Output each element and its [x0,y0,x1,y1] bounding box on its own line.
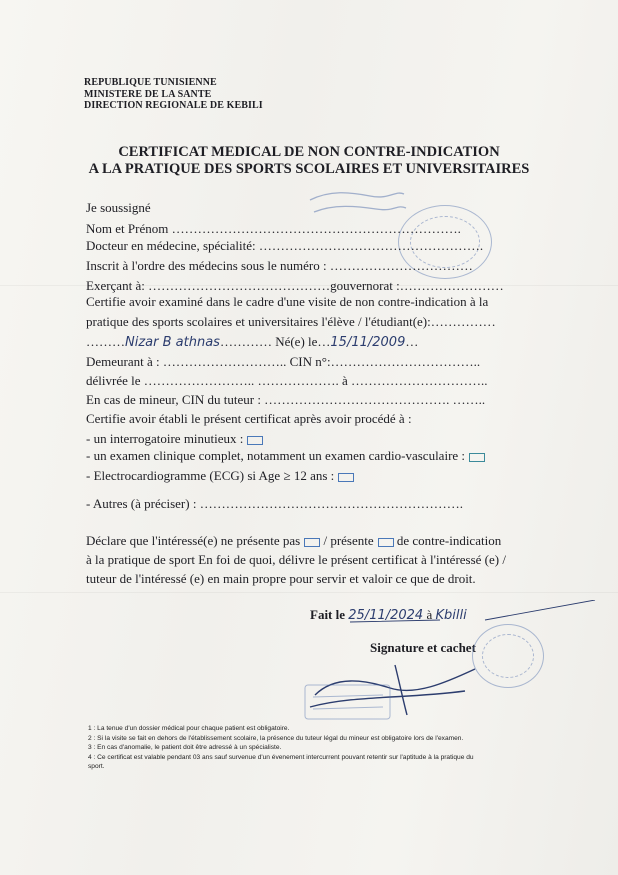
footnote-4: 4 : Ce certificat est valable pendant 03 ans sauf survenue d'un évenement intercurrent pouvant retentir sur l'aptitude à la pratique du [88,753,474,761]
item-examen-label: - un examen clinique complet, notamment un examen cardio-vasculaire : [86,448,466,463]
checkbox-ecg[interactable] [338,473,354,482]
je-soussigne: Je soussigné [86,200,151,215]
field-exercant: Exerçant à: ……………………………………gouvernorat :…………………… [86,278,504,293]
certifie-line-2: pratique des sports scolaires et universitaires l'élève / l'étudiant(e):…………… [86,314,496,329]
declare-line-2: à la pratique de sport En foi de quoi, délivre le présent certificat à l'intéressé (e) / [86,552,506,567]
certifie-line-1: Certifie avoir examiné dans le cadre d'une visite de non contre-indication à la [86,294,489,309]
eleve-mid: ………… Né(e) le… [219,334,331,349]
footnote-2: 2 : Si la visite se fait en dehors de l'établissement scolaire, la présence du tuteur légal du mineur est obligatoire lors de l'examen. [88,734,464,742]
footnote-4-cont: sport. [88,763,105,770]
checkbox-ne-presente-pas[interactable] [304,538,320,547]
eleve-prefix: ……… [86,334,125,349]
fait-date-handwritten: 25/11/2024 [348,608,424,623]
declare-presente: / présente [323,533,374,548]
header-direction: DIRECTION REGIONALE DE KEBILI [84,100,263,111]
field-inscrit: Inscrit à l'ordre des médecins sous le numéro : …………………………… [86,258,473,273]
header-ministry: MINISTERE DE LA SANTE [84,88,212,100]
checkbox-presente[interactable] [378,538,394,547]
item-interrogatoire-label: - un interrogatoire minutieux : [86,431,244,446]
eleve-dob-handwritten: 15/11/2009 [330,335,406,350]
ministry-header [84,77,263,112]
footnotes [88,724,548,772]
field-demeurant: Demeurant à : ……………………….. CIN n°:…………………………….. [86,354,481,369]
checkbox-examen-clinique[interactable] [469,453,485,462]
item-examen-clinique [86,448,485,464]
footnote-1: 1 : La tenue d'un dossier médical pour chaque patient est obligatoire. [88,725,290,732]
signature-cachet-label: Signature et cachet [370,640,476,655]
field-nom-prenom: Nom et Prénom …………………………………………………………. [86,221,461,236]
field-eleve [86,334,418,351]
doctor-signature [295,655,495,725]
certifie-etabli: Certifie avoir établi le présent certificat après avoir procédé à : [86,411,412,426]
field-docteur: Docteur en médecine, spécialité: ……………………………………………. [86,238,484,253]
fait-a-label: à [426,607,433,622]
declare-contre-indication: de contre-indication [396,533,502,548]
header-republic: REPUBLIQUE TUNISIENNE [84,77,217,88]
eleve-name-handwritten: Nizar B athnas [125,335,220,350]
footnote-3: 3 : En cas d'anomalie, le patient doit être adressé à un spécialiste. [88,744,282,751]
field-cin-tuteur: En cas de mineur, CIN du tuteur : ……………………………………. …….. [86,392,486,407]
field-delivree: délivrée le …………………….. ………………. à ………………………….. [86,373,488,388]
field-autres: - Autres (à préciser) : ……………………………………………………. [86,496,463,511]
checkbox-interrogatoire[interactable] [247,436,263,445]
stamp-text-top [300,182,410,222]
declare-line-3: tuteur de l'intéressé (e) en main propre pour servir et valoir ce que de droit. [86,571,476,586]
item-ecg-label: - Electrocardiogramme (ECG) si Age ≥ 12 ans : [86,468,335,483]
declare-ne-presente-pas: Déclare que l'intéressé(e) ne présente pas [86,533,301,548]
date-underline [345,600,605,630]
item-interrogatoire [86,431,263,447]
fait-place-handwritten: Kbilli [435,608,467,623]
title-line-1: CERTIFICAT MEDICAL DE NON CONTRE-INDICATION [118,144,500,160]
eleve-suffix: … [405,334,419,349]
title-line-2: A LA PRATIQUE DES SPORTS SCOLAIRES ET UNIVERSITAIRES [88,161,530,177]
fait-le-label: Fait le [310,607,346,622]
declare-line-1 [86,533,501,549]
item-ecg [86,468,354,484]
